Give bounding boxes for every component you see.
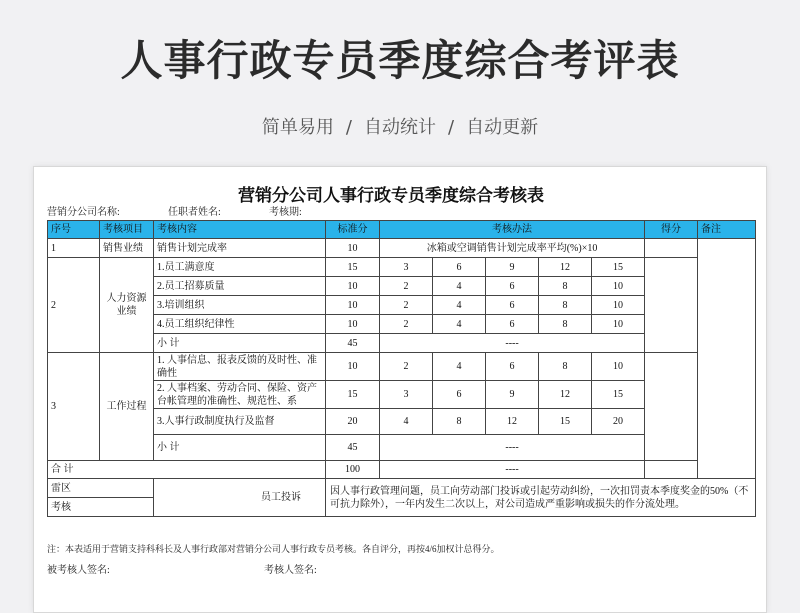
document-title: 营销分公司人事行政专员季度综合考核表 bbox=[238, 186, 544, 205]
row-standard-score: 10 bbox=[326, 277, 380, 296]
tag-separator: / bbox=[345, 117, 352, 138]
row-standard-score: 15 bbox=[326, 258, 380, 277]
level-cell: 3 bbox=[380, 258, 433, 277]
penalty-label-bottom: 考核 bbox=[48, 498, 154, 517]
level-cell: 8 bbox=[539, 296, 592, 315]
level-cell: 4 bbox=[433, 315, 486, 334]
level-cell: 2 bbox=[380, 353, 433, 381]
level-cell: 6 bbox=[486, 315, 539, 334]
level-cell: 4 bbox=[433, 353, 486, 381]
subtotal-label: 小 计 bbox=[154, 435, 326, 461]
tag-auto-stat: 自动统计 bbox=[364, 117, 436, 138]
penalty-label-top: 雷区 bbox=[48, 479, 154, 498]
remark-cell[interactable] bbox=[698, 239, 756, 479]
level-cell: 8 bbox=[433, 409, 486, 435]
table-row bbox=[48, 239, 756, 258]
subtotal-method: ---- bbox=[380, 435, 645, 461]
row-standard-score: 20 bbox=[326, 409, 380, 435]
row-content: 1. 人事信息、报表反馈的及时性、准确性 bbox=[154, 353, 326, 381]
row-no: 3 bbox=[48, 353, 100, 461]
penalty-sub: 员工投诉 bbox=[154, 479, 326, 517]
level-cell: 8 bbox=[539, 315, 592, 334]
tag-auto-update: 自动更新 bbox=[466, 117, 539, 138]
footnote: 注：本表适用于营销支持科科长及人事行政部对营销分公司人事行政专员考核。各自评分，再按4/6加权计总得分。 bbox=[47, 544, 500, 554]
assessment-table bbox=[47, 220, 756, 517]
score-cell[interactable] bbox=[645, 461, 698, 479]
level-cell: 2 bbox=[380, 296, 433, 315]
level-cell: 3 bbox=[380, 381, 433, 409]
banner-title: 人事行政专员季度综合考评表 bbox=[120, 36, 680, 85]
tag-separator: / bbox=[448, 117, 455, 138]
level-cell: 20 bbox=[592, 409, 645, 435]
row-item: 销售业绩 bbox=[100, 239, 154, 258]
table-row bbox=[48, 258, 756, 277]
row-item: 人力资源业绩 bbox=[100, 258, 154, 353]
level-cell: 10 bbox=[592, 353, 645, 381]
header-standard-score: 标准分 bbox=[326, 221, 380, 239]
header-score: 得分 bbox=[645, 221, 698, 239]
table-row bbox=[48, 461, 756, 479]
row-standard-score: 10 bbox=[326, 239, 380, 258]
level-cell: 12 bbox=[539, 381, 592, 409]
total-label: 合 计 bbox=[48, 461, 326, 479]
row-standard-score: 10 bbox=[326, 296, 380, 315]
total-score: 100 bbox=[326, 461, 380, 479]
level-cell: 10 bbox=[592, 296, 645, 315]
penalty-text: 因人事行政管理问题，员工向劳动部门投诉或引起劳动纠纷，一次扣罚责本季度奖金的50%（不可抗力除外），一年内发生二次以上，对公司造成严重影响或损失的作分流处理。 bbox=[326, 479, 756, 517]
level-cell: 10 bbox=[592, 315, 645, 334]
subtotal-score: 45 bbox=[326, 435, 380, 461]
level-cell: 15 bbox=[592, 381, 645, 409]
header-method: 考核办法 bbox=[380, 221, 645, 239]
level-cell: 6 bbox=[433, 381, 486, 409]
company-name-label: 营销分公司名称: bbox=[47, 207, 120, 218]
score-cell[interactable] bbox=[645, 258, 698, 353]
level-cell: 2 bbox=[380, 315, 433, 334]
employee-name-label: 任职者姓名: bbox=[168, 207, 221, 218]
subtotal-score: 45 bbox=[326, 334, 380, 353]
score-cell[interactable] bbox=[645, 239, 698, 258]
row-standard-score: 10 bbox=[326, 315, 380, 334]
row-content: 1.员工满意度 bbox=[154, 258, 326, 277]
level-cell: 15 bbox=[539, 409, 592, 435]
table-row bbox=[48, 479, 756, 498]
row-content: 2. 人事档案、劳动合同、保险、资产台帐管理的准确性、规范性、系 bbox=[154, 381, 326, 409]
level-cell: 10 bbox=[592, 277, 645, 296]
review-period-label: 考核期: bbox=[269, 207, 302, 218]
level-cell: 9 bbox=[486, 381, 539, 409]
total-method: ---- bbox=[380, 461, 645, 479]
table-row bbox=[48, 353, 756, 381]
subtotal-label: 小 计 bbox=[154, 334, 326, 353]
banner-subtitle bbox=[0, 113, 800, 139]
document-sheet bbox=[33, 166, 767, 613]
header-remark: 备注 bbox=[698, 221, 756, 239]
level-cell: 6 bbox=[433, 258, 486, 277]
table-header-row bbox=[48, 221, 756, 239]
level-cell: 4 bbox=[380, 409, 433, 435]
examiner-signature-label: 考核人签名: bbox=[264, 565, 317, 576]
row-content: 销售计划完成率 bbox=[154, 239, 326, 258]
level-cell: 6 bbox=[486, 353, 539, 381]
level-cell: 4 bbox=[433, 277, 486, 296]
tag-easy: 简单易用 bbox=[261, 117, 334, 138]
level-cell: 15 bbox=[592, 258, 645, 277]
row-content: 2.员工招募质量 bbox=[154, 277, 326, 296]
header-no: 序号 bbox=[48, 221, 100, 239]
row-standard-score: 10 bbox=[326, 353, 380, 381]
examinee-signature-label: 被考核人签名: bbox=[47, 565, 110, 576]
level-cell: 2 bbox=[380, 277, 433, 296]
header-item: 考核项目 bbox=[100, 221, 154, 239]
subtotal-method: ---- bbox=[380, 334, 645, 353]
row-method: 冰箱或空调销售计划完成率平均(%)×10 bbox=[380, 239, 645, 258]
level-cell: 12 bbox=[486, 409, 539, 435]
row-no: 2 bbox=[48, 258, 100, 353]
row-item: 工作过程 bbox=[100, 353, 154, 461]
level-cell: 12 bbox=[539, 258, 592, 277]
header-content: 考核内容 bbox=[154, 221, 326, 239]
row-no: 1 bbox=[48, 239, 100, 258]
row-content: 4.员工组织纪律性 bbox=[154, 315, 326, 334]
level-cell: 9 bbox=[486, 258, 539, 277]
row-standard-score: 15 bbox=[326, 381, 380, 409]
level-cell: 8 bbox=[539, 353, 592, 381]
level-cell: 6 bbox=[486, 296, 539, 315]
row-content: 3.培训组织 bbox=[154, 296, 326, 315]
level-cell: 6 bbox=[486, 277, 539, 296]
level-cell: 4 bbox=[433, 296, 486, 315]
level-cell: 8 bbox=[539, 277, 592, 296]
row-content: 3.人事行政制度执行及监督 bbox=[154, 409, 326, 435]
score-cell[interactable] bbox=[645, 353, 698, 461]
